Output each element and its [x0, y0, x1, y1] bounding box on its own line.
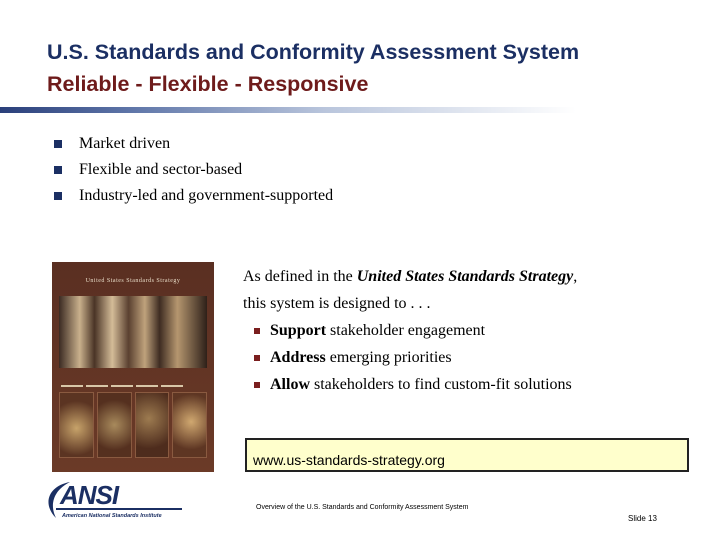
sub-bullet-square-icon	[254, 355, 260, 361]
strategy-url-box[interactable]	[245, 438, 689, 472]
ansi-logo-text: ANSI	[60, 480, 119, 510]
bullet-square-icon	[54, 192, 62, 200]
ansi-logo-subtitle: American National Standards Institute	[62, 513, 162, 519]
bullet-item	[54, 183, 333, 209]
slide-number: Slide 13	[628, 514, 657, 523]
ansi-logo	[40, 478, 200, 526]
sub-bullet-text: stakeholder engagement	[326, 322, 486, 339]
title-line-2: Reliable - Flexible - Responsive	[47, 72, 369, 96]
title-line-1: U.S. Standards and Conformity Assessment System	[47, 40, 580, 64]
intro-prefix: As defined in the	[243, 268, 357, 285]
bullet-item	[54, 131, 333, 157]
bullet-text: Market driven	[79, 135, 171, 152]
bullet-text: Flexible and sector-based	[79, 161, 243, 178]
sub-bullet-item	[253, 344, 577, 371]
strategy-name: United States Standards Strategy	[356, 268, 574, 285]
intro-suffix: ,	[573, 268, 578, 285]
strategy-paragraph	[243, 263, 577, 398]
strategy-cover-image	[52, 262, 214, 472]
cover-caption-strip	[59, 374, 207, 386]
sub-bullet-item	[253, 371, 577, 398]
sub-bullet-item	[253, 317, 577, 344]
title-divider	[0, 107, 720, 113]
cover-thumbnail	[135, 392, 170, 458]
cover-thumbnail	[172, 392, 207, 458]
sub-bullet-square-icon	[254, 328, 260, 334]
cover-thumbnail	[97, 392, 132, 458]
strategy-url-link[interactable]: www.us-standards-strategy.org	[253, 452, 445, 468]
sub-bullet-text: stakeholders to find custom-fit solutions	[310, 376, 572, 393]
cover-title: United States Standards Strategy	[85, 278, 181, 284]
bullet-list	[54, 131, 333, 209]
cover-thumbnails	[59, 392, 207, 458]
intro-line-2: this system is designed to . . .	[243, 295, 431, 312]
sub-bullet-list	[253, 317, 577, 398]
sub-bullet-keyword: Allow	[270, 376, 310, 393]
sub-bullet-square-icon	[254, 382, 260, 388]
sub-bullet-keyword: Support	[270, 322, 327, 339]
sub-bullet-text: emerging priorities	[325, 349, 452, 366]
cover-thumbnail	[59, 392, 94, 458]
bullet-square-icon	[54, 166, 62, 174]
slide-title	[47, 36, 707, 100]
bullet-square-icon	[54, 140, 62, 148]
intro-line	[243, 263, 577, 290]
footer-text: Overview of the U.S. Standards and Conformity Assessment System	[256, 504, 469, 511]
cover-columns-photo	[59, 296, 207, 368]
sub-bullet-keyword: Address	[270, 349, 326, 366]
bullet-text: Industry-led and government-supported	[79, 187, 334, 204]
bullet-item	[54, 157, 333, 183]
